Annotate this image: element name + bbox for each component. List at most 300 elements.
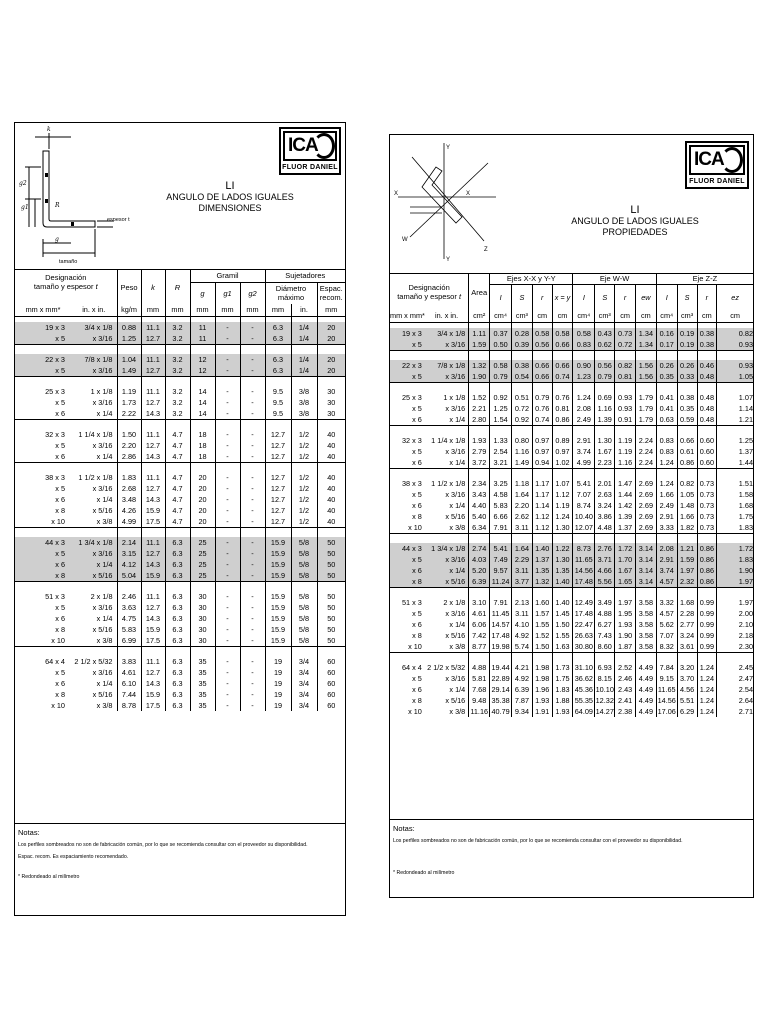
cell-k: 12.7 bbox=[141, 483, 165, 494]
cell-value: 0.97 bbox=[532, 446, 552, 457]
cell-din: 1/2 bbox=[291, 429, 317, 440]
cell-value: 5.62 bbox=[656, 619, 677, 630]
cell-g1: - bbox=[215, 591, 240, 602]
dimensions-table bbox=[15, 270, 345, 711]
cell-r: 6.3 bbox=[165, 678, 190, 689]
cell-value: 1.67 bbox=[615, 565, 636, 576]
cell-value: 1.24 bbox=[573, 392, 595, 403]
cell-din: 1/2 bbox=[291, 505, 317, 516]
group-separator bbox=[15, 377, 345, 387]
cell-peso: 1.04 bbox=[117, 354, 141, 365]
cell-esp: 20 bbox=[317, 322, 345, 333]
cell-din: 5/8 bbox=[291, 635, 317, 647]
cell-dmm: 15.9 bbox=[265, 548, 291, 559]
table-row bbox=[390, 684, 753, 695]
cell-value: 17.48 bbox=[574, 609, 593, 618]
cell-mm: x 5 bbox=[390, 554, 425, 565]
cell-value: 1.90 bbox=[615, 630, 636, 641]
cell-in: x 3/16 bbox=[445, 674, 466, 683]
axis-x-label: X bbox=[394, 191, 399, 197]
cell-value: 0.56 bbox=[532, 339, 552, 351]
cell-g2: - bbox=[240, 494, 265, 505]
cell-peso: 4.75 bbox=[117, 613, 141, 624]
cell-mm: x 5 bbox=[412, 490, 422, 499]
cell-value: 3.74 bbox=[573, 446, 595, 457]
cell-value: 0.97 bbox=[552, 446, 573, 457]
axis-w-label: W bbox=[402, 237, 408, 243]
cell-value: 1.37 bbox=[532, 554, 552, 565]
cell-g: 20 bbox=[190, 472, 215, 483]
cell-value: 1.24 bbox=[656, 478, 677, 489]
cell-mm: 32 x 3 bbox=[401, 436, 422, 445]
cell-g: 18 bbox=[190, 440, 215, 451]
cell-mm: x 8 bbox=[55, 625, 65, 634]
cell-value: 1.72 bbox=[717, 543, 753, 554]
cell-in: 7/8 x 1/8 bbox=[71, 354, 117, 365]
cell-value: 1.40 bbox=[532, 543, 552, 554]
cell-esp: 20 bbox=[317, 365, 345, 377]
cell-k: 11.1 bbox=[141, 386, 165, 397]
table-row bbox=[15, 700, 345, 711]
table-row bbox=[15, 483, 345, 494]
cell-mm: x 5 bbox=[412, 447, 422, 456]
cell-value: 2.43 bbox=[615, 684, 636, 695]
cell-k: 11.1 bbox=[141, 537, 165, 548]
cell-value: 1.52 bbox=[532, 630, 552, 641]
cell-value: 1.34 bbox=[636, 339, 657, 351]
cell-value: 11.45 bbox=[490, 608, 512, 619]
cell-g2: - bbox=[240, 624, 265, 635]
cell-din: 1/4 bbox=[291, 322, 317, 333]
cell-esp: 40 bbox=[317, 516, 345, 528]
axis-x-label-right: X bbox=[466, 191, 471, 197]
cell-g2: - bbox=[240, 689, 265, 700]
cell-value: 0.93 bbox=[615, 392, 636, 403]
unit-cell: mm x mm* bbox=[15, 304, 71, 316]
symbol-cell: r bbox=[615, 284, 636, 310]
cell-g: 35 bbox=[190, 667, 215, 678]
table-row bbox=[390, 403, 753, 414]
cell-k: 11.1 bbox=[141, 656, 165, 667]
cell-value: 5.41 bbox=[573, 478, 595, 489]
cell-in: x 3/8 bbox=[449, 707, 466, 716]
cell-value: 0.99 bbox=[697, 619, 717, 630]
cell-r: 4.7 bbox=[165, 472, 190, 483]
table-row bbox=[15, 667, 345, 678]
cell-r: 6.3 bbox=[165, 624, 190, 635]
cell-mm: x 5 bbox=[390, 371, 425, 383]
cell-g: 12 bbox=[190, 365, 215, 377]
cell-value: 3.58 bbox=[636, 608, 657, 619]
cell-peso: 3.48 bbox=[117, 494, 141, 505]
cell-r: 3.2 bbox=[165, 397, 190, 408]
cell-mm: x 5 bbox=[55, 603, 65, 612]
cell-value: 1.07 bbox=[552, 478, 573, 489]
cell-g2: - bbox=[240, 548, 265, 559]
cell-value: 3.58 bbox=[636, 630, 657, 641]
cell-value: 8.15 bbox=[595, 673, 615, 684]
cell-value: 0.26 bbox=[677, 360, 697, 371]
title-dimensiones: DIMENSIONES bbox=[198, 203, 262, 213]
cell-value: 1.83 bbox=[552, 684, 573, 695]
cell-g1: - bbox=[215, 678, 240, 689]
cell-g1: - bbox=[215, 440, 240, 451]
cell-in: x 3/16 bbox=[92, 668, 113, 677]
col-ejes-xy: Ejes X-X y Y-Y bbox=[490, 274, 573, 284]
cell-in: x 3/16 bbox=[425, 554, 469, 565]
cell-in: 2 1/2 x 5/32 bbox=[74, 657, 113, 666]
cell-in: 3/4 x 1/8 bbox=[71, 322, 117, 333]
col-designacion: Designación tamaño y espesor t bbox=[33, 273, 98, 291]
cell-value: 2.34 bbox=[469, 478, 490, 489]
cell-value: 2.32 bbox=[677, 576, 697, 588]
unit-cell: kg/m bbox=[117, 304, 141, 316]
table-row bbox=[15, 408, 345, 420]
cell-value: 1.14 bbox=[532, 500, 552, 511]
cell-r: 6.3 bbox=[165, 559, 190, 570]
cell-value: 2.69 bbox=[636, 500, 657, 511]
cell-mm: x 8 bbox=[412, 512, 422, 521]
cell-value: 1.50 bbox=[552, 619, 573, 630]
cell-k: 12.7 bbox=[141, 602, 165, 613]
cell-esp: 40 bbox=[317, 494, 345, 505]
cell-value: 0.99 bbox=[697, 630, 717, 641]
cell-value: 0.63 bbox=[656, 414, 677, 426]
cell-value: 1.51 bbox=[717, 478, 753, 489]
symbol-cell: S bbox=[677, 284, 697, 310]
note-redondeado: * Redondeado al milímetro bbox=[18, 874, 80, 880]
cell-value: 11.16 bbox=[470, 707, 489, 716]
cell-r: 6.3 bbox=[165, 591, 190, 602]
cell-value: 0.59 bbox=[677, 414, 697, 426]
cell-value: 1.83 bbox=[717, 522, 753, 534]
cell-k: 12.7 bbox=[141, 667, 165, 678]
cell-k: 11.1 bbox=[141, 354, 165, 365]
cell-value: 2.45 bbox=[717, 662, 753, 673]
title-li-2: LI bbox=[630, 204, 640, 216]
cell-value: 12.49 bbox=[574, 598, 593, 607]
properties-notes bbox=[390, 819, 753, 904]
cell-g: 14 bbox=[190, 408, 215, 420]
table-row bbox=[390, 339, 753, 351]
cell-mm: x 6 bbox=[15, 559, 71, 570]
cell-value: 3.61 bbox=[677, 641, 697, 653]
cell-in: x 3/16 bbox=[71, 365, 117, 377]
cell-value: 1.18 bbox=[512, 478, 533, 489]
cell-value: 1.65 bbox=[615, 576, 636, 588]
table-row bbox=[15, 516, 345, 528]
cell-value: 0.93 bbox=[717, 360, 753, 371]
cell-k: 14.3 bbox=[141, 613, 165, 624]
cell-peso: 5.04 bbox=[117, 570, 141, 582]
cell-mm: x 8 bbox=[55, 506, 65, 515]
axis-y-label: Y bbox=[446, 145, 451, 151]
cell-value: 0.58 bbox=[573, 328, 595, 339]
cell-value: 0.93 bbox=[615, 403, 636, 414]
cell-mm: x 6 bbox=[55, 495, 65, 504]
table-row bbox=[15, 559, 345, 570]
cell-din: 3/4 bbox=[291, 700, 317, 711]
cell-value: 0.61 bbox=[677, 446, 697, 457]
cell-dmm: 15.9 bbox=[265, 559, 291, 570]
cell-g1: - bbox=[215, 365, 240, 377]
cell-in: 2 x 1/8 bbox=[90, 592, 113, 601]
cell-g: 35 bbox=[190, 678, 215, 689]
cell-value: 4.88 bbox=[595, 608, 615, 619]
cell-din: 5/8 bbox=[291, 591, 317, 602]
col-k: k bbox=[141, 270, 165, 304]
cell-value: 2.69 bbox=[636, 522, 657, 534]
cell-in: 1 3/4 x 1/8 bbox=[71, 537, 117, 548]
cell-value: 7.42 bbox=[469, 630, 490, 641]
cell-value: 0.66 bbox=[677, 435, 697, 446]
cell-value: 1.12 bbox=[532, 511, 552, 522]
cell-value: 1.97 bbox=[717, 576, 753, 588]
unit-cell: cm bbox=[717, 310, 753, 322]
col-eje-ww: Eje W-W bbox=[573, 274, 656, 284]
dimensions-sheet bbox=[14, 122, 346, 916]
cell-mm: 44 x 3 bbox=[390, 543, 425, 554]
table-row bbox=[390, 522, 753, 534]
cell-value: 0.58 bbox=[532, 328, 552, 339]
cell-value: 14.56 bbox=[574, 566, 593, 575]
table-row bbox=[390, 511, 753, 522]
cell-value: 4.49 bbox=[636, 662, 657, 673]
table-row bbox=[15, 624, 345, 635]
cell-value: 0.86 bbox=[697, 543, 717, 554]
ica-fluor-daniel-logo-2 bbox=[685, 141, 749, 189]
cell-g2: - bbox=[240, 483, 265, 494]
cell-mm: x 10 bbox=[51, 636, 65, 645]
cell-value: 1.30 bbox=[552, 522, 573, 534]
cell-din: 1/4 bbox=[291, 354, 317, 365]
symbol-cell: r bbox=[532, 284, 552, 310]
cell-g1: - bbox=[215, 408, 240, 420]
cell-g: 30 bbox=[190, 624, 215, 635]
cell-in: 1 1/2 x 1/8 bbox=[431, 479, 466, 488]
cell-value: 2.80 bbox=[469, 414, 490, 426]
cell-g: 35 bbox=[190, 689, 215, 700]
cell-value: 2.20 bbox=[512, 500, 533, 511]
cell-mm: x 5 bbox=[412, 609, 422, 618]
label-tamano: tamaño bbox=[59, 259, 78, 265]
cell-in: x 3/8 bbox=[96, 517, 113, 526]
unit-cell: cm bbox=[697, 310, 717, 322]
cell-dmm: 12.7 bbox=[265, 483, 291, 494]
cell-value: 3.70 bbox=[677, 673, 697, 684]
cell-value: 11.24 bbox=[490, 576, 512, 588]
cell-value: 2.38 bbox=[615, 706, 636, 717]
cell-g1: - bbox=[215, 656, 240, 667]
symbol-cell: ez bbox=[717, 284, 753, 310]
cell-mm: 51 x 3 bbox=[45, 592, 65, 601]
cell-value: 4.21 bbox=[512, 662, 533, 673]
cell-value: 0.81 bbox=[615, 371, 636, 383]
cell-value: 5.41 bbox=[490, 543, 512, 554]
cell-value: 6.27 bbox=[595, 619, 615, 630]
cell-value: 1.30 bbox=[552, 554, 573, 565]
cell-r: 4.7 bbox=[165, 429, 190, 440]
cell-g2: - bbox=[240, 397, 265, 408]
cell-value: 2.79 bbox=[469, 446, 490, 457]
table-row bbox=[390, 673, 753, 684]
table-row bbox=[390, 414, 753, 426]
cell-value: 1.16 bbox=[512, 446, 533, 457]
cell-value: 2.47 bbox=[717, 673, 753, 684]
cell-value: 0.72 bbox=[615, 339, 636, 351]
unit-cell: in. x in. bbox=[425, 310, 469, 322]
cell-k: 17.5 bbox=[141, 700, 165, 711]
cell-g: 14 bbox=[190, 386, 215, 397]
table-row bbox=[15, 613, 345, 624]
cell-din: 1/4 bbox=[291, 333, 317, 345]
cell-g: 25 bbox=[190, 570, 215, 582]
cell-g2: - bbox=[240, 408, 265, 420]
cell-value: 1.42 bbox=[615, 500, 636, 511]
cell-value: 0.83 bbox=[573, 339, 595, 351]
cell-g2: - bbox=[240, 386, 265, 397]
cell-value: 22.47 bbox=[574, 620, 593, 629]
cell-g1: - bbox=[215, 322, 240, 333]
cell-peso: 2.22 bbox=[117, 408, 141, 420]
cell-g: 25 bbox=[190, 537, 215, 548]
cell-value: 2.28 bbox=[677, 608, 697, 619]
cell-r: 3.2 bbox=[165, 386, 190, 397]
cell-esp: 40 bbox=[317, 440, 345, 451]
cell-peso: 8.78 bbox=[117, 700, 141, 711]
cell-in: x 5/16 bbox=[92, 506, 113, 515]
symbol-cell: S bbox=[595, 284, 615, 310]
cell-value: 0.99 bbox=[697, 608, 717, 619]
cell-value: 7.84 bbox=[656, 662, 677, 673]
cell-value: 6.29 bbox=[677, 706, 697, 717]
cell-in: 7/8 x 1/8 bbox=[425, 360, 469, 371]
cell-value: 0.69 bbox=[595, 392, 615, 403]
cell-value: 1.73 bbox=[552, 662, 573, 673]
logo-brand-2: ICA bbox=[689, 145, 745, 175]
table-row bbox=[15, 494, 345, 505]
cell-value: 1.95 bbox=[615, 608, 636, 619]
cell-k: 12.7 bbox=[141, 440, 165, 451]
cell-value: 5.56 bbox=[595, 576, 615, 588]
cell-value: 1.33 bbox=[490, 435, 512, 446]
cell-in: x 1/4 bbox=[449, 458, 466, 467]
title-propiedades: PROPIEDADES bbox=[602, 227, 668, 237]
cell-value: 2.13 bbox=[512, 597, 533, 608]
cell-dmm: 19 bbox=[265, 667, 291, 678]
cell-in: x 1/4 bbox=[96, 409, 113, 418]
cell-value: 7.07 bbox=[656, 630, 677, 641]
cell-value: 0.93 bbox=[717, 339, 753, 351]
col-g2: g2 bbox=[240, 282, 265, 304]
cell-value: 2.63 bbox=[595, 489, 615, 500]
cell-value: 4.56 bbox=[677, 684, 697, 695]
cell-dmm: 15.9 bbox=[265, 591, 291, 602]
table-row bbox=[390, 543, 753, 554]
units-row-2 bbox=[390, 310, 753, 322]
cell-mm: x 6 bbox=[390, 565, 425, 576]
symbol-cell: I bbox=[656, 284, 677, 310]
group-separator bbox=[390, 383, 753, 393]
cell-value: 1.68 bbox=[677, 597, 697, 608]
cell-in: x 1/4 bbox=[449, 501, 466, 510]
unit-cell: cm² bbox=[469, 310, 490, 322]
cell-esp: 30 bbox=[317, 397, 345, 408]
cell-value: 0.82 bbox=[717, 328, 753, 339]
cell-value: 35.38 bbox=[491, 696, 510, 705]
cell-value: 1.54 bbox=[490, 414, 512, 426]
cell-k: 15.9 bbox=[141, 624, 165, 635]
cell-mm: x 6 bbox=[412, 620, 422, 629]
cell-g: 30 bbox=[190, 613, 215, 624]
unit-cell: cm⁴ bbox=[656, 310, 677, 322]
table-row bbox=[15, 689, 345, 700]
cell-in: x 3/16 bbox=[445, 490, 466, 499]
cell-esp: 40 bbox=[317, 472, 345, 483]
cell-value: 1.97 bbox=[615, 597, 636, 608]
cell-in: x 5/16 bbox=[425, 576, 469, 588]
cell-value: 0.38 bbox=[677, 392, 697, 403]
cell-mm: x 6 bbox=[55, 614, 65, 623]
cell-esp: 50 bbox=[317, 613, 345, 624]
cell-value: 7.91 bbox=[490, 522, 512, 534]
cell-din: 3/4 bbox=[291, 689, 317, 700]
unit-cell: mm bbox=[165, 304, 190, 316]
cell-in: x 3/16 bbox=[92, 398, 113, 407]
table-row bbox=[15, 656, 345, 667]
cell-value: 0.73 bbox=[697, 489, 717, 500]
label-espesor: espesor t bbox=[107, 217, 130, 223]
cell-mm: x 6 bbox=[55, 452, 65, 461]
table-row bbox=[15, 678, 345, 689]
cell-value: 2.23 bbox=[595, 457, 615, 469]
col-designacion-2: Designación tamaño y espesor t bbox=[397, 283, 462, 301]
unit-cell: mm bbox=[215, 304, 240, 316]
cell-dmm: 12.7 bbox=[265, 494, 291, 505]
cell-g1: - bbox=[215, 667, 240, 678]
cell-dmm: 15.9 bbox=[265, 537, 291, 548]
cell-value: 10.10 bbox=[595, 685, 614, 694]
cell-value: 3.21 bbox=[490, 457, 512, 469]
cell-value: 1.35 bbox=[532, 565, 552, 576]
cell-peso: 2.14 bbox=[117, 537, 141, 548]
cell-r: 6.3 bbox=[165, 548, 190, 559]
cell-value: 0.72 bbox=[512, 403, 533, 414]
cell-mm: 25 x 3 bbox=[401, 393, 422, 402]
cell-value: 0.73 bbox=[697, 522, 717, 534]
cell-in: x 1/4 bbox=[96, 614, 113, 623]
cell-g: 30 bbox=[190, 602, 215, 613]
table-row bbox=[390, 706, 753, 717]
cell-k: 12.7 bbox=[141, 365, 165, 377]
cell-value: 0.17 bbox=[656, 339, 677, 351]
cell-r: 3.2 bbox=[165, 354, 190, 365]
cell-mm: x 5 bbox=[412, 404, 422, 413]
axis-z-label: Z bbox=[484, 247, 488, 253]
table-row bbox=[15, 333, 345, 345]
dimensions-notes bbox=[15, 823, 345, 922]
cell-g2: - bbox=[240, 602, 265, 613]
axis-y-label-bottom: Y bbox=[446, 257, 451, 263]
cell-value: 0.62 bbox=[595, 339, 615, 351]
cell-in: x 3/16 bbox=[425, 339, 469, 351]
cell-value: 1.02 bbox=[552, 457, 573, 469]
cell-g2: - bbox=[240, 667, 265, 678]
cell-in: x 1/4 bbox=[96, 679, 113, 688]
cell-value: 0.43 bbox=[595, 328, 615, 339]
cell-value: 0.66 bbox=[552, 339, 573, 351]
cell-in: x 3/16 bbox=[92, 441, 113, 450]
